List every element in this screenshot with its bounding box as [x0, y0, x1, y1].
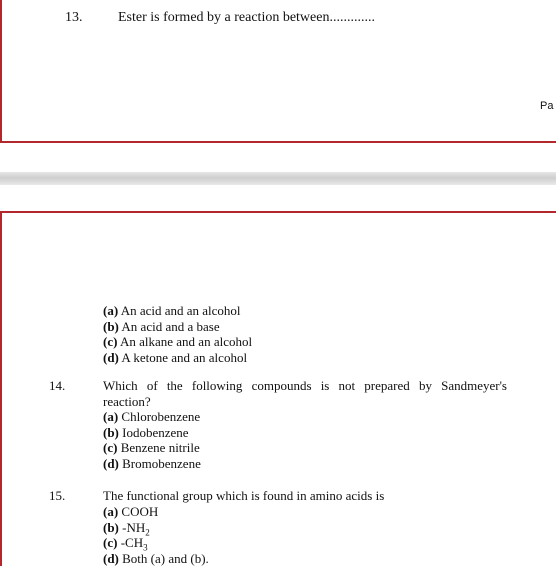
- option-item: (c) An alkane and an alcohol: [103, 334, 253, 350]
- page-bottom: [0, 211, 556, 566]
- option-item: (d) A ketone and an alcohol: [103, 349, 248, 365]
- option-item: (d) Bromobenzene: [103, 455, 201, 471]
- question-14-text: Which of the following compounds is not prepared by Sandmeyer's reaction?: [103, 378, 507, 409]
- page-separator: [0, 172, 556, 185]
- option-item: (b) $-NH_2$: [103, 519, 150, 538]
- question-14-options: [103, 409, 201, 471]
- question-13-options: [103, 303, 252, 365]
- option-item: (a) An acid and an alcohol: [103, 303, 241, 318]
- option-item: (d) Both (a) and (b).: [103, 550, 209, 566]
- option-item: (c) Benzene nitrile: [103, 440, 200, 456]
- question-15-number: 15.: [49, 488, 66, 503]
- question-15-options: [103, 504, 209, 566]
- option-item: (a) Chlorobenzene: [103, 409, 201, 424]
- question-13-text: Ester is formed by a reaction between.............: [118, 10, 375, 25]
- question-15-text: The functional group which is found in amino acids is: [103, 488, 385, 503]
- option-item: (b) An acid and a base: [103, 318, 220, 334]
- question-14-number: 14.: [49, 378, 66, 393]
- option-item: (a) COOH: [103, 504, 159, 519]
- option-item: (c) $-CH_3$: [103, 535, 148, 553]
- question-13-number: 13.: [65, 10, 83, 25]
- page-label: Pa: [540, 100, 554, 112]
- page-top: [0, 0, 556, 143]
- option-item: (b) Iodobenzene: [103, 424, 189, 440]
